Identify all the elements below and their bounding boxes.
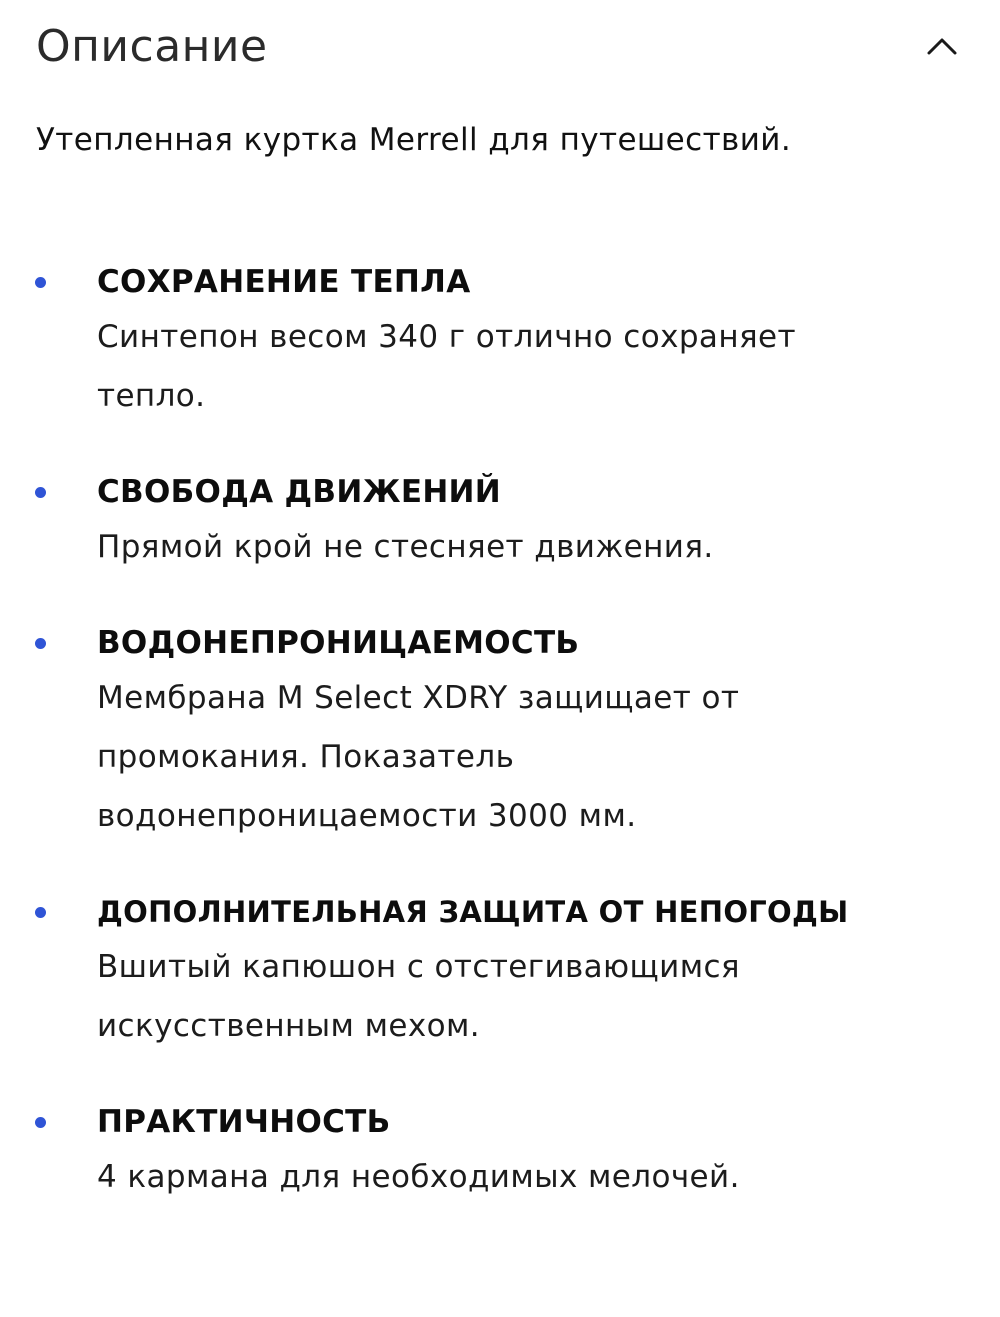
- feature-item: [0, 886, 1000, 1056]
- feature-text: Мембрана M Select XDRY защищает от промокания. Показатель водонепроницаемости 3000 мм.: [97, 680, 740, 834]
- feature-title: ДОПОЛНИТЕЛЬНАЯ ЗАЩИТА ОТ НЕПОГОДЫ: [97, 895, 849, 929]
- description-intro: Утепленная куртка Merrell для путешествий.: [36, 122, 792, 158]
- feature-list: [0, 256, 1000, 1247]
- feature-text: 4 кармана для необходимых мелочей.: [97, 1159, 740, 1195]
- bullet-icon: [35, 487, 46, 498]
- feature-item: [0, 1096, 1000, 1207]
- feature-title: ПРАКТИЧНОСТЬ: [97, 1104, 391, 1140]
- bullet-icon: [35, 1117, 46, 1128]
- chevron-up-icon: [926, 36, 958, 56]
- description-header[interactable]: [36, 14, 964, 78]
- bullet-icon: [35, 277, 46, 288]
- bullet-icon: [35, 638, 46, 649]
- feature-title: ВОДОНЕПРОНИЦАЕМОСТЬ: [97, 625, 580, 661]
- bullet-icon: [35, 907, 46, 918]
- collapse-toggle-button[interactable]: [922, 26, 962, 66]
- feature-item: [0, 617, 1000, 846]
- feature-text: Вшитый капюшон с отстегивающимся искусственным мехом.: [97, 949, 740, 1044]
- feature-title: СВОБОДА ДВИЖЕНИЙ: [97, 474, 502, 510]
- section-title: Описание: [36, 20, 268, 72]
- feature-item: [0, 466, 1000, 577]
- feature-text: Синтепон весом 340 г отлично сохраняет тепло.: [97, 319, 796, 414]
- feature-text: Прямой крой не стесняет движения.: [97, 529, 714, 565]
- feature-title: СОХРАНЕНИЕ ТЕПЛА: [97, 264, 471, 300]
- feature-item: [0, 256, 1000, 426]
